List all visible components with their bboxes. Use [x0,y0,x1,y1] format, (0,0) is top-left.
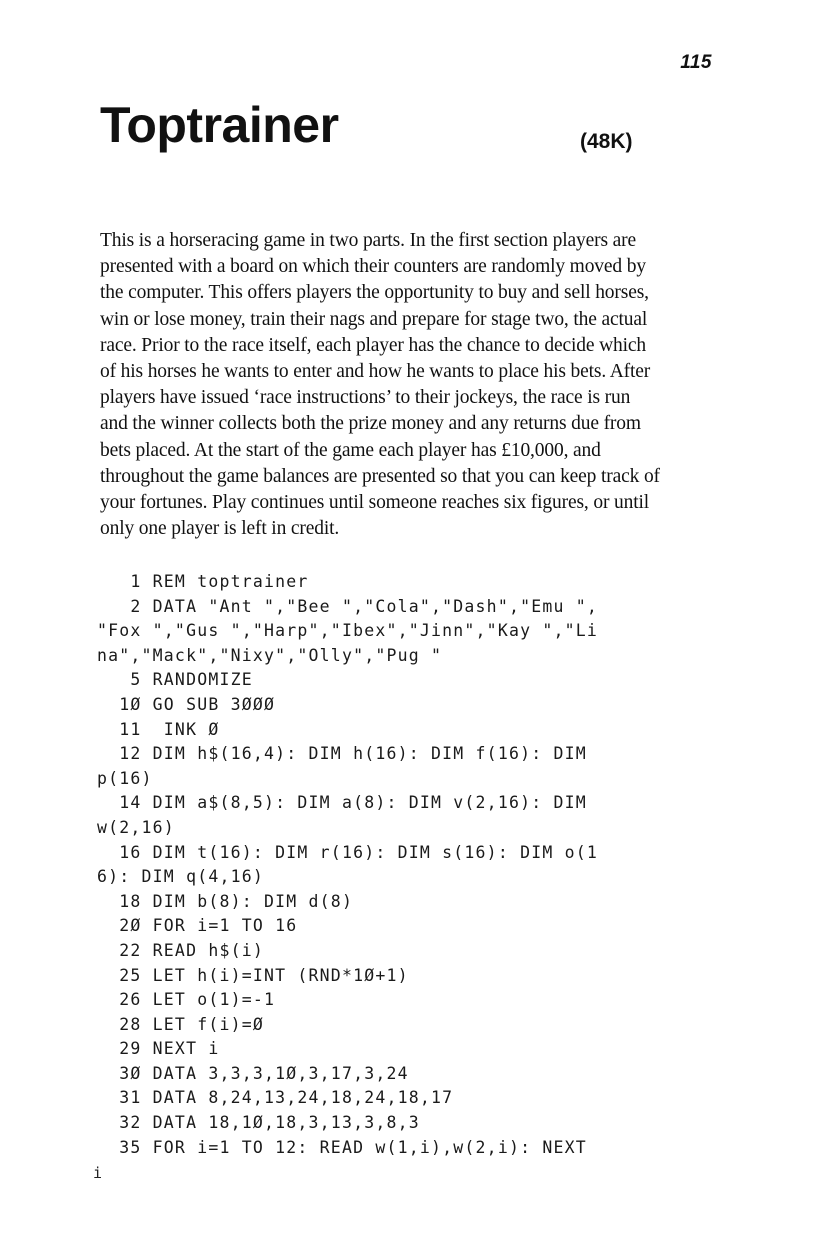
listing-line: p(16) [97,768,153,788]
listing-line: 2 DATA "Ant ","Bee ","Cola","Dash","Emu ", [97,596,599,616]
listing-line: 1Ø GO SUB 3ØØØ [97,694,276,714]
listing-line: 22 READ h$(i) [97,940,265,960]
listing-line: 11 INK Ø [97,719,220,739]
memory-requirement: (48K) [580,130,633,153]
listing-line: 12 DIM h$(16,4): DIM h(16): DIM f(16): DIM [97,744,587,764]
listing-line: 29 NEXT i [97,1039,220,1059]
listing-line: 16 DIM t(16): DIM r(16): DIM s(16): DIM o(1 [97,842,599,862]
listing-line: 26 LET o(1)=-1 [97,990,276,1010]
listing-line: 2Ø FOR i=1 TO 16 [97,916,298,936]
intro-paragraph: This is a horseracing game in two parts. In the first section players are presented with a board on which their counters are randomly moved by the computer. This offers players the opportunity to buy and sell horses, win or lose money, train their nags and prepare for stage two, the actual race. Prior to the race itself, each player has the chance to decide which of his horses he wants to enter and how he wants to place his bets. After players have issued ‘race instructions’ to their jockeys, the race is run and the winner collects both the prize money and any returns due from bets placed. At the start of the game each player has £10,000, and throughout the game balances are presented so that you can keep track of your fortunes. Play continues until someone reaches six figures, or until only one player is left in credit. [100,230,660,540]
stray-mark: i [93,1164,103,1182]
listing-line: na","Mack","Nixy","Olly","Pug " [97,645,443,665]
listing-line: 28 LET f(i)=Ø [97,1014,265,1034]
listing-line: 32 DATA 18,1Ø,18,3,13,3,8,3 [97,1113,420,1133]
listing-line: 5 RANDOMIZE [97,670,253,690]
page-title: Toptrainer [100,97,339,153]
program-listing [97,570,737,1160]
listing-line: 31 DATA 8,24,13,24,18,24,18,17 [97,1088,454,1108]
listing-line: 6): DIM q(4,16) [97,867,265,887]
listing-line: 25 LET h(i)=INT (RND*1Ø+1) [97,965,409,985]
listing-line: 14 DIM a$(8,5): DIM a(8): DIM v(2,16): DIM [97,793,587,813]
listing-line: 35 FOR i=1 TO 12: READ w(1,i),w(2,i): NEXT [97,1137,587,1157]
listing-line: w(2,16) [97,817,175,837]
listing-line: 18 DIM b(8): DIM d(8) [97,891,354,911]
listing-line: 1 REM toptrainer [97,572,309,591]
listing-line: 3Ø DATA 3,3,3,1Ø,3,17,3,24 [97,1063,409,1083]
page-number: 115 [680,52,712,73]
listing-line: "Fox ","Gus ","Harp","Ibex","Jinn","Kay ","Li [97,621,599,641]
